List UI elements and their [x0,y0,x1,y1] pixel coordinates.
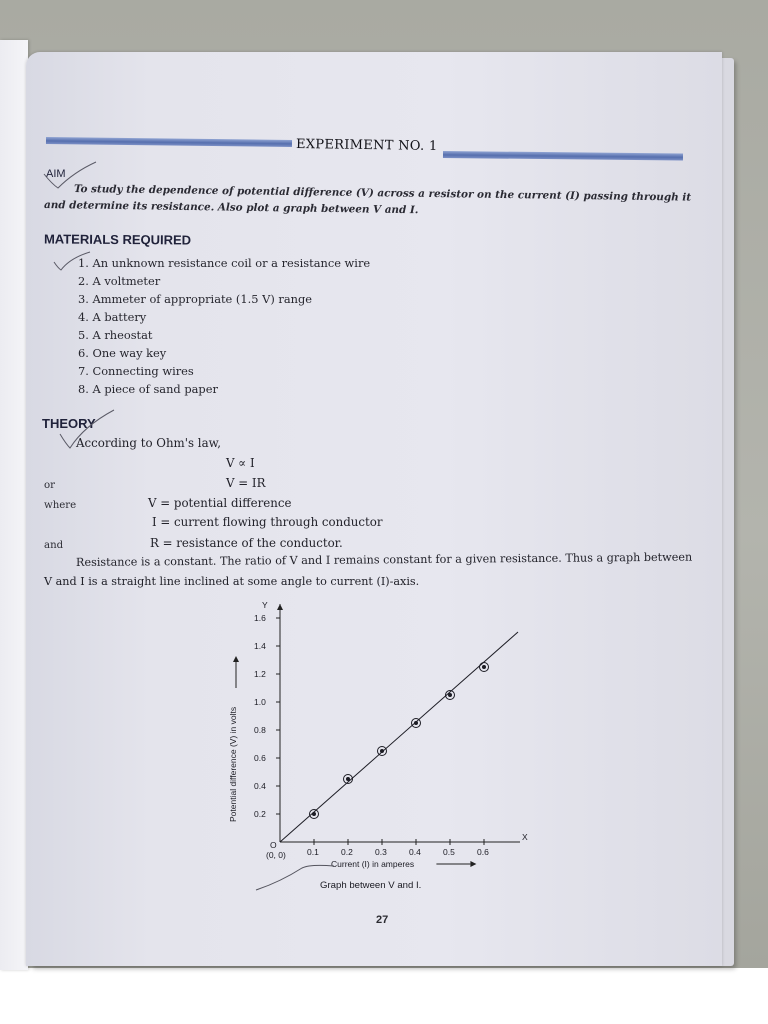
material-item: 4. A battery [78,310,147,324]
chart-axes [262,600,528,860]
y-label-arrowhead [233,656,239,662]
and-label: and [44,540,64,551]
y-tick-label: 1.4 [254,641,266,651]
material-item: 5. A rheostat [78,328,153,342]
chart-line-layer [280,632,518,842]
x-tick-label: 0.1 [307,847,319,857]
origin-coord-label: (0, 0) [266,850,286,860]
definition-r: R = resistance of the conductor. [150,536,343,550]
x-tick-label: 0.4 [409,847,421,857]
y-tick-label: 0.2 [254,809,266,819]
material-item: 1. An unknown resistance coil or a resistance wire [78,256,371,270]
data-point [380,749,384,753]
y-tick-label: 1.2 [254,669,266,679]
y-tick-label: 0.6 [254,753,266,763]
x-axis-letter: X [522,832,528,842]
or-label: or [44,480,56,491]
chart-ticks [228,613,489,869]
material-item: 7. Connecting wires [78,364,194,378]
data-point [414,721,418,725]
data-point [482,665,486,669]
theory-heading: THEORY [42,416,96,431]
y-axis-letter: Y [262,600,268,610]
chart-caption: Graph between V and I. [320,880,422,891]
x-axis-label: Current (I) in amperes [331,859,415,869]
x-tick-label: 0.6 [477,847,489,857]
data-point [448,693,452,697]
aim-line-1: To study the dependence of potential difference (V) across a resistor on the current (I) passing through it [73,183,692,204]
y-tick-label: 1.0 [254,697,266,707]
where-label: where [44,500,77,511]
y-tick-label: 1.6 [254,613,266,623]
theory-intro: According to Ohm's law, [76,436,222,450]
x-tick-label: 0.3 [375,847,387,857]
chart-points [310,663,489,819]
y-tick-label: 0.4 [254,781,266,791]
theory-paragraph-line-1: Resistance is a constant. The ratio of V and I remains constant for a given resistance. Thus a graph between [75,550,693,569]
material-item: 3. Ammeter of appropriate (1.5 V) range [78,292,312,306]
aim-line-2: and determine its resistance. Also plot a graph between V and I. [43,199,419,217]
origin-label: O [270,840,277,850]
material-item: 6. One way key [78,346,167,360]
y-axis-label: Potential difference (V) in volts [228,706,238,822]
definition-i: I = current flowing through conductor [152,515,383,529]
y-axis-arrowhead [277,604,283,610]
equation-proportional: V ∝ I [226,456,255,470]
data-point [312,812,316,816]
x-label-arrowhead [470,861,476,867]
page-number: 27 [376,914,389,926]
material-item: 2. A voltmeter [78,274,161,288]
best-fit-line [280,632,518,842]
materials-heading: MATERIALS REQUIRED [43,231,192,248]
data-point [346,777,350,781]
material-item: 8. A piece of sand paper [78,382,218,396]
x-tick-label: 0.2 [341,847,353,857]
x-tick-label: 0.5 [443,847,455,857]
theory-paragraph-line-2: V and I is a straight line inclined at some angle to current (I)-axis. [44,575,420,588]
aim-heading: AIM [46,168,66,180]
experiment-title: EXPERIMENT NO. 1 [295,137,438,154]
equation-ohm: V = IR [226,476,266,490]
y-tick-label: 0.8 [254,725,266,735]
pen-mark-caption [250,858,340,898]
definition-v: V = potential difference [148,496,292,510]
